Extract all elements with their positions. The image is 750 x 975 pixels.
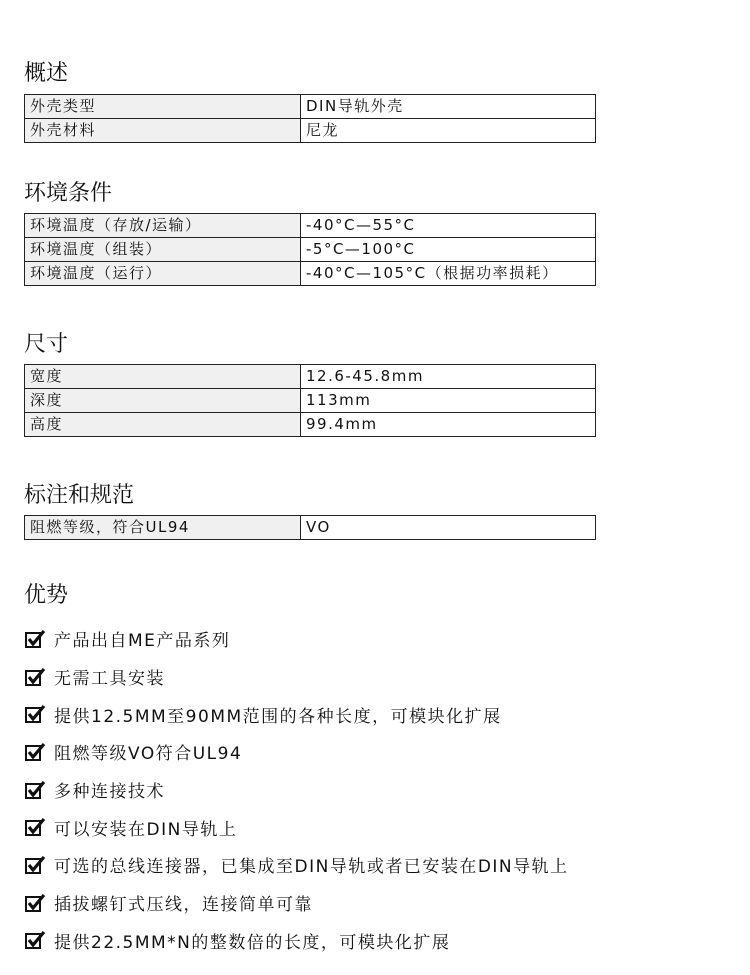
advantage-text: 提供22.5MM*N的整数倍的长度，可模块化扩展 xyxy=(54,932,451,953)
spec-label: 宽度 xyxy=(25,365,301,389)
advantage-text: 阻燃等级VO符合UL94 xyxy=(54,744,243,765)
table-row xyxy=(25,238,596,262)
checkbox-checked-icon xyxy=(24,779,46,801)
list-item xyxy=(24,808,569,846)
spec-label: 深度 xyxy=(25,389,301,413)
spec-value: -40°C—105°C（根据功率损耗） xyxy=(301,262,596,286)
spec-label: 阻燃等级，符合UL94 xyxy=(25,516,301,540)
checkbox-checked-icon xyxy=(24,666,46,688)
advantages-title: 优势 xyxy=(24,583,69,608)
spec-value: VO xyxy=(301,516,596,540)
spec-value: -40°C—55°C xyxy=(301,214,596,238)
list-item xyxy=(24,922,569,960)
spec-label: 环境温度（运行） xyxy=(25,262,301,286)
spec-label: 高度 xyxy=(25,413,301,437)
section-title: 标注和规范 xyxy=(24,483,135,508)
checkbox-checked-icon xyxy=(24,854,46,876)
table-row xyxy=(25,214,596,238)
list-item xyxy=(24,620,569,658)
checkbox-checked-icon xyxy=(24,628,46,650)
list-item xyxy=(24,658,569,696)
table-row xyxy=(25,119,596,143)
advantage-text: 插拔螺钉式压线，连接简单可靠 xyxy=(54,895,313,916)
spec-value: DIN导轨外壳 xyxy=(301,95,596,119)
table-row xyxy=(25,262,596,286)
advantage-text: 可以安装在DIN导轨上 xyxy=(54,819,238,840)
spec-label: 外壳类型 xyxy=(25,95,301,119)
list-item xyxy=(24,771,569,809)
checkbox-checked-icon xyxy=(24,703,46,725)
spec-value: 尼龙 xyxy=(301,119,596,143)
spec-value: -5°C—100°C xyxy=(301,238,596,262)
table-row xyxy=(25,413,596,437)
list-item xyxy=(24,884,569,922)
spec-value: 113mm xyxy=(301,389,596,413)
advantage-text: 提供12.5MM至90MM范围的各种长度，可模块化扩展 xyxy=(54,706,502,727)
checkbox-checked-icon xyxy=(24,892,46,914)
table-row xyxy=(25,95,596,119)
table-row xyxy=(25,365,596,389)
checkbox-checked-icon xyxy=(24,816,46,838)
checkbox-checked-icon xyxy=(24,741,46,763)
advantage-text: 无需工具安装 xyxy=(54,669,165,690)
advantage-text: 多种连接技术 xyxy=(54,782,165,803)
spec-label: 环境温度（存放/运输） xyxy=(25,214,301,238)
spec-value: 99.4mm xyxy=(301,413,596,437)
spec-table xyxy=(24,515,596,540)
section-title: 环境条件 xyxy=(24,181,113,206)
list-item xyxy=(24,733,569,771)
spec-label: 环境温度（组装） xyxy=(25,238,301,262)
spec-table xyxy=(24,213,596,286)
advantage-text: 可选的总线连接器，已集成至DIN导轨或者已安装在DIN导轨上 xyxy=(54,857,569,878)
spec-label: 外壳材料 xyxy=(25,119,301,143)
list-item xyxy=(24,695,569,733)
section-title: 概述 xyxy=(24,61,69,86)
checkbox-checked-icon xyxy=(24,929,46,951)
table-row xyxy=(25,516,596,540)
spec-value: 12.6-45.8mm xyxy=(301,365,596,389)
advantages-list xyxy=(24,620,569,959)
list-item xyxy=(24,846,569,884)
spec-table xyxy=(24,364,596,437)
spec-table xyxy=(24,94,596,143)
advantage-text: 产品出自ME产品系列 xyxy=(54,631,231,652)
table-row xyxy=(25,389,596,413)
section-title: 尺寸 xyxy=(24,332,69,357)
